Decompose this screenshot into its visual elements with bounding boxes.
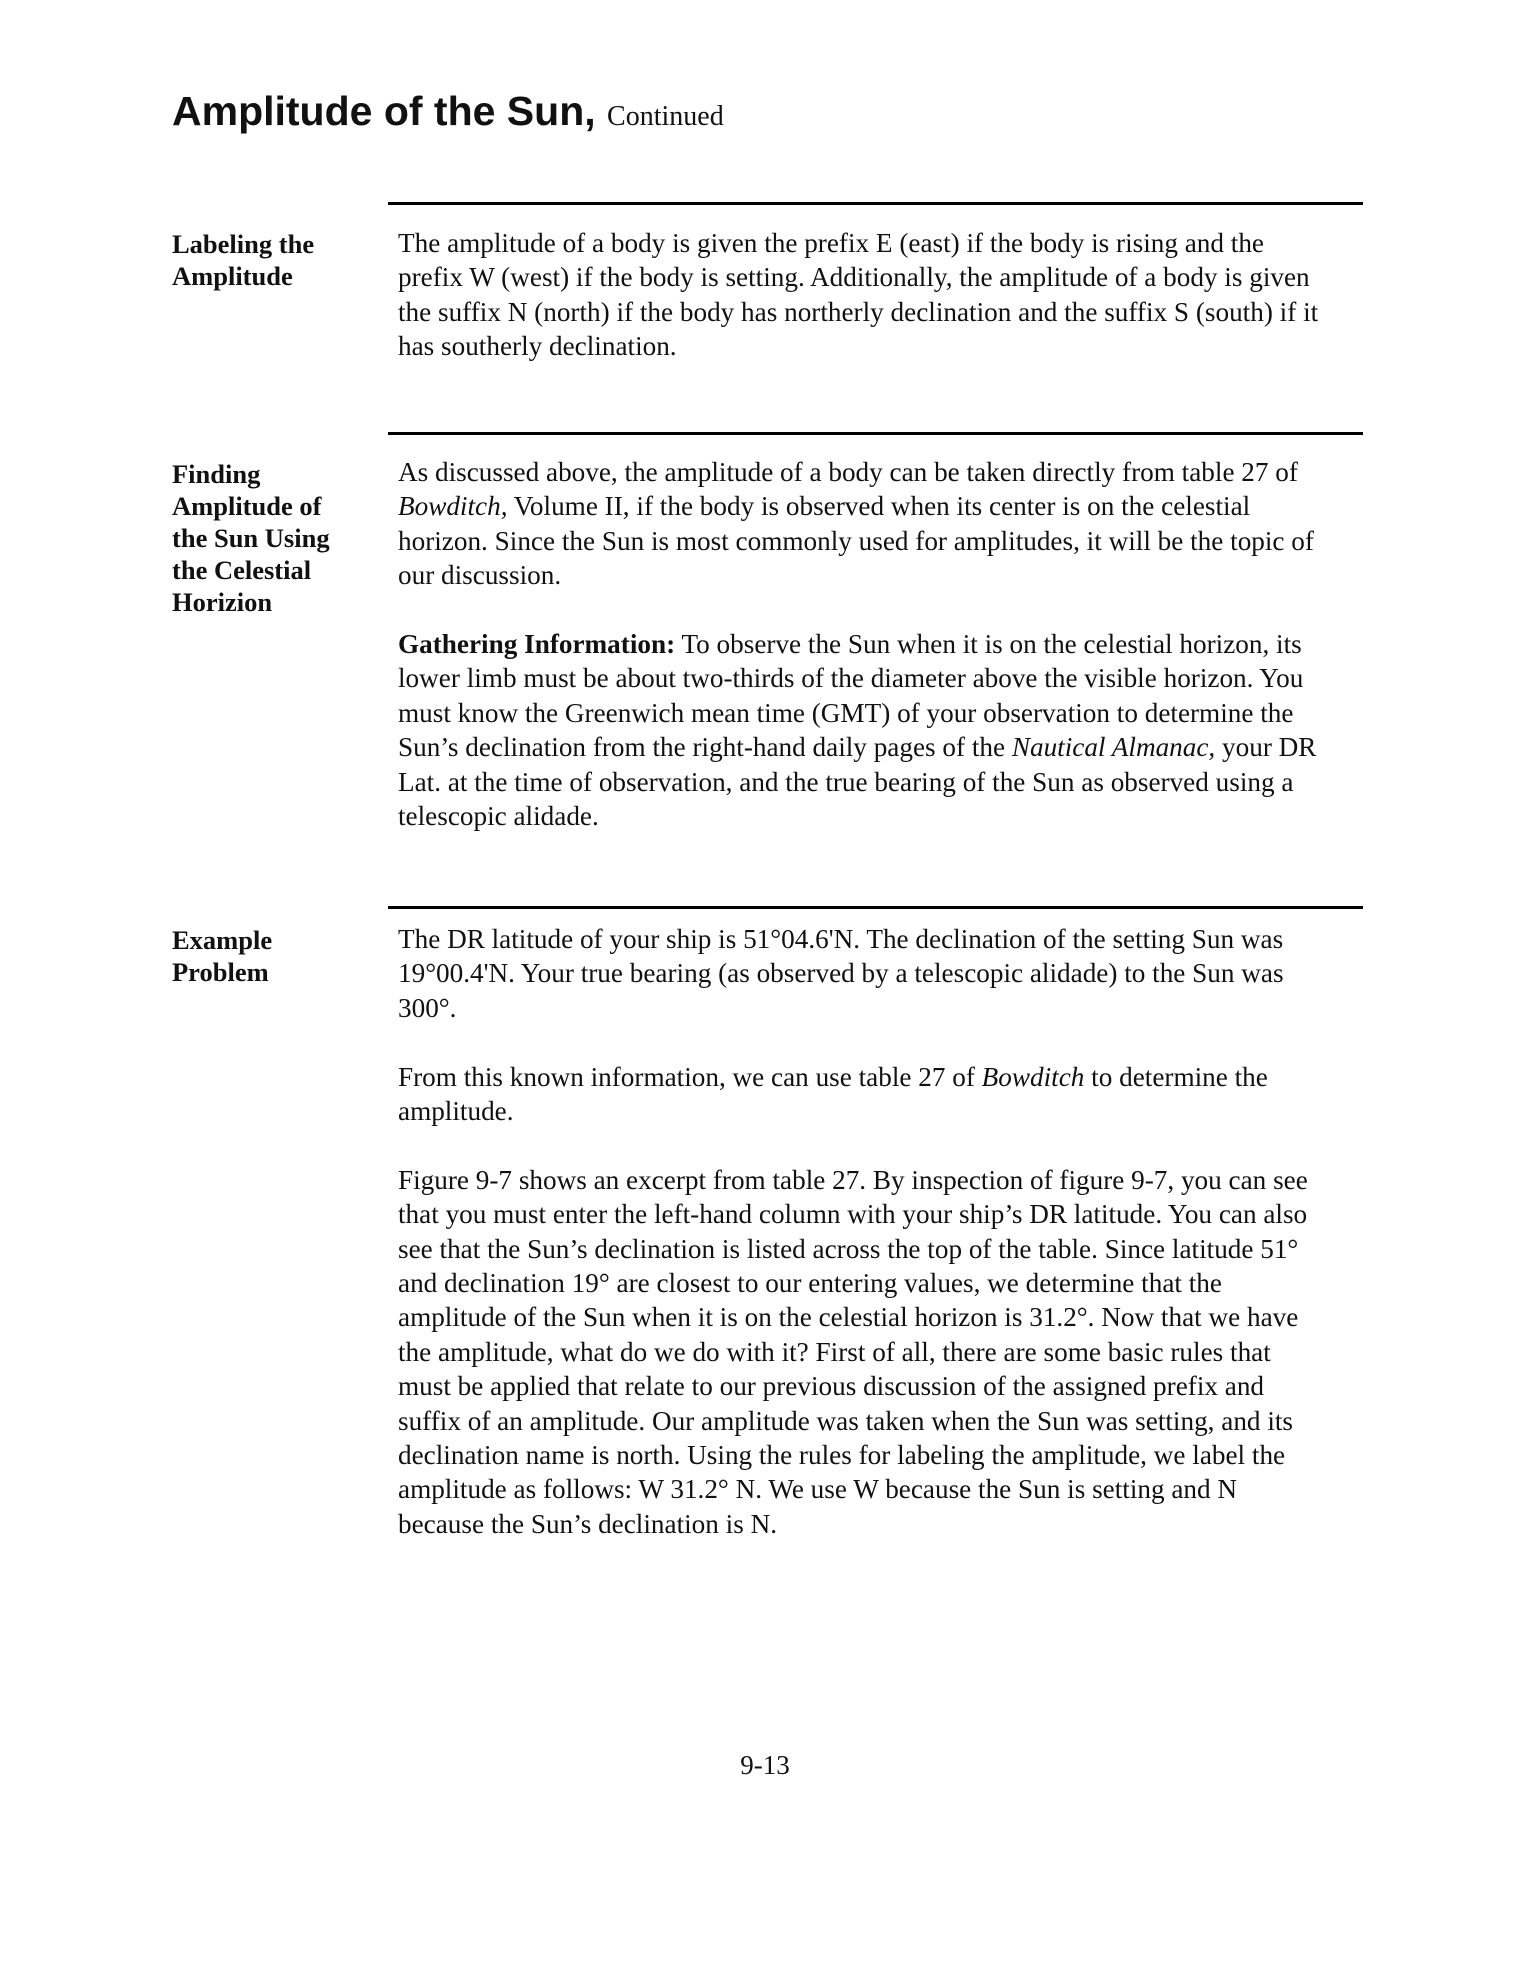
text-run: To observe the Sun when it is on the celestial horizon, its lower limb must be about two-thirds of the diameter above the visible horizon. You must know the Greenwich mean time (GMT) of your observation to determine the Sun’s declination from the right-hand daily pages of the: [398, 629, 1304, 763]
title-main: Amplitude of the Sun,: [172, 88, 596, 134]
page-number: 9-13: [740, 1750, 790, 1780]
text-run: to determine the amplitude.: [398, 1061, 1268, 1127]
paragraph: [398, 455, 1323, 593]
italic-title-nautical-almanac: Nautical Almanac,: [1011, 732, 1216, 763]
section-divider: [388, 202, 1363, 205]
text-run: As discussed above, the amplitude of a body can be taken directly from table 27 of: [398, 457, 1298, 487]
title-continued: Continued: [607, 101, 724, 132]
italic-title-bowditch: Bowditch,: [398, 491, 508, 522]
section-body-labeling: [398, 226, 1323, 364]
paragraph: [398, 1060, 1323, 1129]
text-run: your DR Lat. at the time of observation, and the true bearing of the Sun as observed using a telescopic alidade.: [398, 732, 1317, 832]
paragraph: [398, 627, 1323, 833]
page-title: [172, 86, 724, 142]
section-divider: [388, 432, 1363, 435]
section-divider: [388, 906, 1363, 909]
paragraph: Figure 9-7 shows an excerpt from table 27. By inspection of figure 9-7, you can see that you must enter the left-hand column with your ship’s DR latitude. You can also see that the Sun’s declination is listed across the top of the table. Since latitude 51° and declination 19° are closest to our entering values, we determine that the amplitude of the Sun when it is on the celestial horizon is 31.2°. Now that we have the amplitude, what do we do with it? First of all, there are some basic rules that must be applied that relate to our previous discussion of the assigned prefix and suffix of an amplitude. Our amplitude was taken when the Sun was setting, and its declination name is north. Using the rules for labeling the amplitude, we label the amplitude as follows: W 31.2° N. We use W because the Sun is setting and N because the Sun’s declination is N.: [398, 1164, 1308, 1539]
section-body-finding-amplitude: [398, 455, 1323, 833]
text-run: From this known information, we can use table 27 of: [398, 1061, 982, 1092]
section-label-example-problem: Example Problem: [172, 925, 273, 987]
italic-title-bowditch: Bowditch: [981, 1061, 1085, 1092]
paragraph: The amplitude of a body is given the prefix E (east) if the body is rising and the prefix W (west) if the body is setting. Additionally, the amplitude of a body is given the suffix N (north) if the body has northerly declination and the suffix S (south) if it has southerly declination.: [398, 228, 1319, 362]
section-body-example-problem: [398, 922, 1323, 1541]
section-label-labeling: Labeling the Amplitude: [172, 229, 315, 291]
paragraph-lead-heading: Gathering Information:: [398, 629, 676, 660]
text-run: Volume II, if the body is observed when its center is on the celestial horizon. Since the Sun is most commonly used for amplitudes, it will be the topic of our discussion.: [398, 491, 1314, 591]
paragraph: The DR latitude of your ship is 51°04.6'N. The declination of the setting Sun was 19°00.4'N. Your true bearing (as observed by a telescopic alidade) to the Sun was 300°.: [398, 924, 1284, 1023]
section-label-finding-amplitude: Finding Amplitude of the Sun Using the Celestial Horizion: [172, 459, 330, 617]
